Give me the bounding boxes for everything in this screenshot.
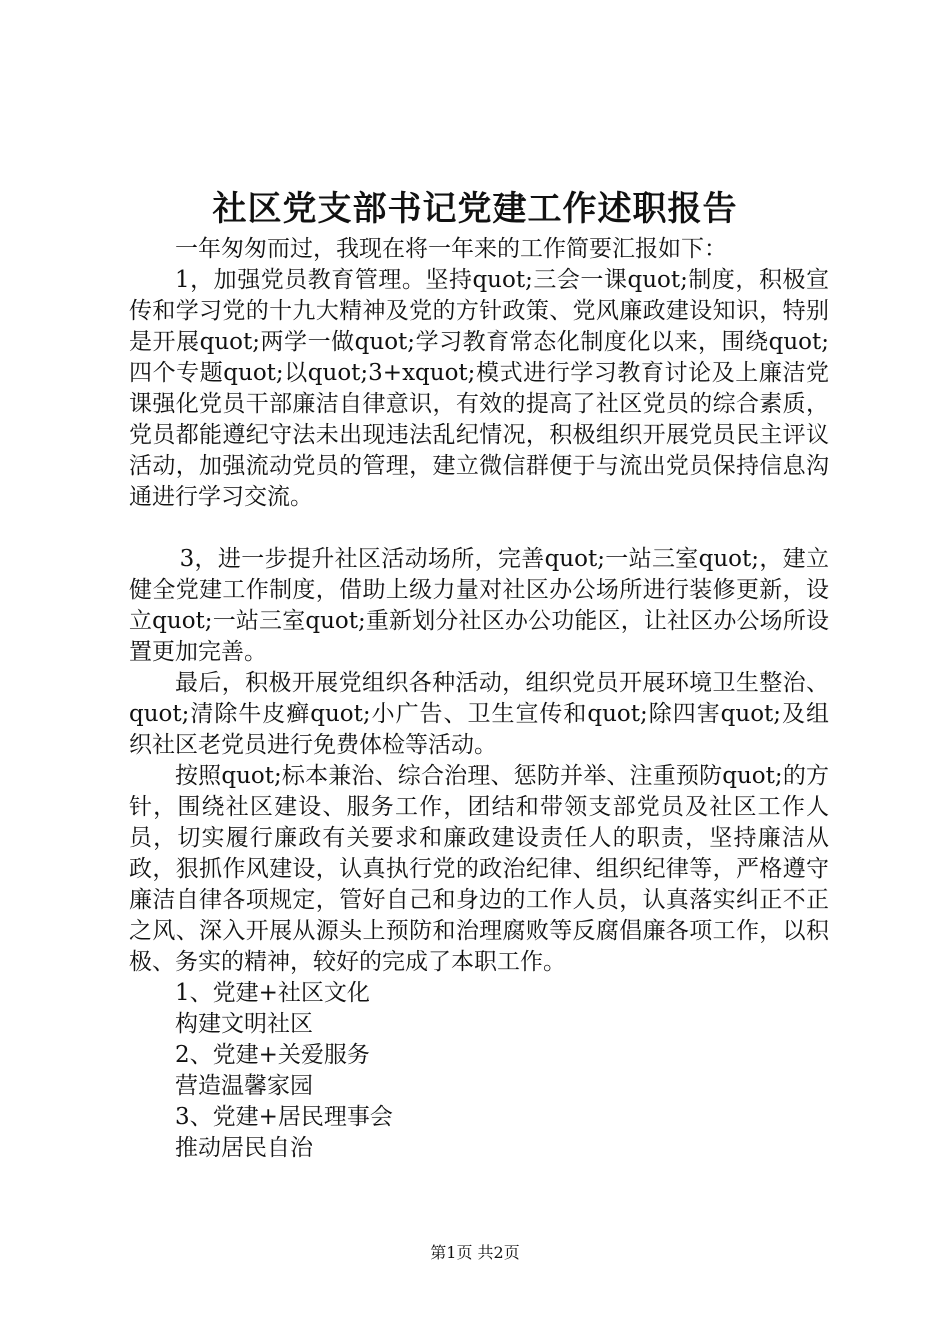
paragraph-activity-venue: 3，进一步提升社区活动场所，完善quot;一站三室quot;，建立健全党建工作制度，借助上级力量对社区办公场所进行装修更新，设立quot;一站三室quot;重新划分社区办公功能区，让社区办公场所设置更加完善。 <box>129 546 829 665</box>
list-item: 推动居民自治 <box>175 1135 313 1161</box>
list-item: 2、党建+关爱服务 <box>175 1042 370 1068</box>
page-footer: 第1页 共2页 <box>430 1243 520 1262</box>
paragraph-intro: 一年匆匆而过，我现在将一年来的工作简要汇报如下： <box>175 236 727 262</box>
paragraph-education: 1，加强党员教育管理。坚持quot;三会一课quot;制度，积极宣传和学习党的十九大精神及党的方针政策、党风廉政建设知识，特别是开展quot;两学一做quot;学习教育常态化制度化以来，围绕quot;四个专题quot;以quot;3+xquot;模式进行学习教育讨论及上廉洁党课强化党员干部廉洁自律意识，有效的提高了社区党员的综合素质，党员都能遵纪守法未出现违法乱纪情况，积极组织开展党员民主评议活动，加强流动党员的管理，建立微信群便于与流出党员保持信息沟通进行学习交流。 <box>129 267 829 510</box>
document-body <box>129 234 829 1164</box>
paragraph-integrity: 按照quot;标本兼治、综合治理、惩防并举、注重预防quot;的方针，围绕社区建设、服务工作，团结和带领支部党员及社区工作人员，切实履行廉政有关要求和廉政建设责任人的职责，坚持廉洁从政，狠抓作风建设，认真执行党的政治纪律、组织纪律等，严格遵守廉洁自律各项规定，管好自己和身边的工作人员，认真落实纠正不正之风、深入开展从源头上预防和治理腐败等反腐倡廉各项工作，以积极、务实的精神，较好的完成了本职工作。 <box>129 763 829 975</box>
list-item: 构建文明社区 <box>175 1011 313 1037</box>
list-item: 营造温馨家园 <box>175 1073 313 1099</box>
list-item: 3、党建+居民理事会 <box>175 1104 393 1130</box>
paragraph-finally: 最后，积极开展党组织各种活动，组织党员开展环境卫生整治、quot;清除牛皮癣quot;小广告、卫生宣传和quot;除四害quot;及组织社区老党员进行免费体检等活动。 <box>129 670 829 758</box>
list-item: 1、党建+社区文化 <box>175 980 370 1006</box>
document-title: 社区党支部书记党建工作述职报告 <box>212 189 738 229</box>
